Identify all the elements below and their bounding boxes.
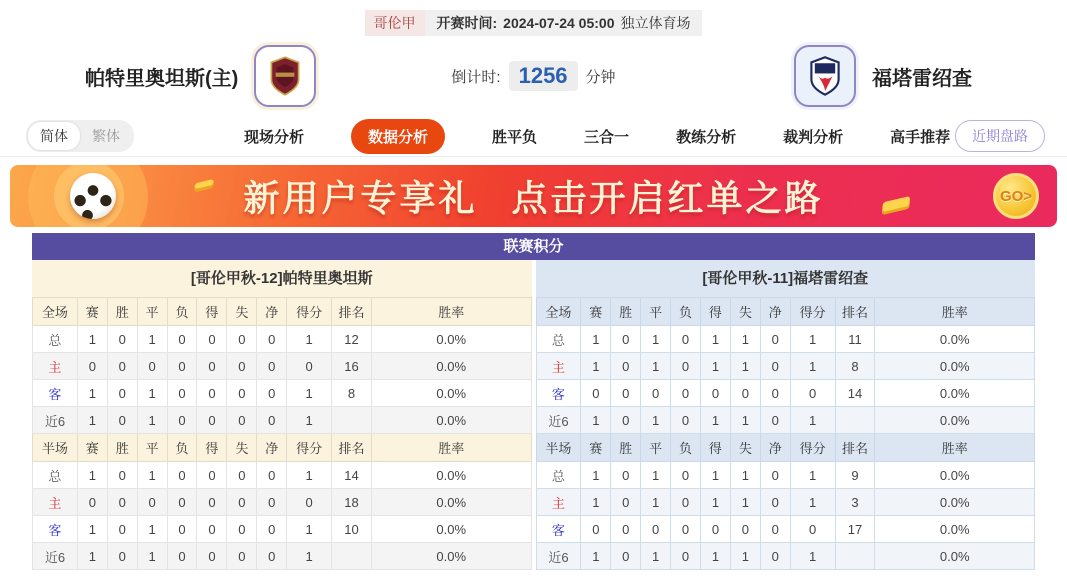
row-label: 客 xyxy=(536,380,581,407)
table-cell: 0 xyxy=(760,543,790,570)
table-cell: 0 xyxy=(107,462,137,489)
table-cell: 0 xyxy=(227,543,257,570)
countdown-unit: 分钟 xyxy=(585,68,616,86)
column-header: 胜率 xyxy=(875,434,1035,462)
table-cell: 0 xyxy=(197,353,227,380)
table-cell: 0 xyxy=(641,380,671,407)
table-cell: 0 xyxy=(611,462,641,489)
row-label: 总 xyxy=(536,326,581,353)
table-cell: 1 xyxy=(137,516,167,543)
table-cell: 0 xyxy=(197,407,227,434)
tab-三合一[interactable]: 三合一 xyxy=(584,128,630,146)
column-header: 胜率 xyxy=(371,434,531,462)
table-cell: 0 xyxy=(227,489,257,516)
table-cell: 0 xyxy=(760,407,790,434)
table-cell: 0 xyxy=(611,543,641,570)
kickoff-label: 开赛时间: xyxy=(436,15,498,31)
column-header: 得 xyxy=(197,434,227,462)
table-row xyxy=(33,516,532,543)
away-table-header: [哥伦甲秋-11]福塔雷绍查 xyxy=(536,260,1036,297)
table-cell: 0 xyxy=(167,543,197,570)
row-label: 客 xyxy=(33,380,78,407)
nav-bar xyxy=(0,116,1067,157)
table-row xyxy=(536,543,1035,570)
table-cell: 1 xyxy=(77,516,107,543)
row-label: 近6 xyxy=(33,407,78,434)
home-stats-table xyxy=(32,297,532,570)
table-cell: 1 xyxy=(581,353,611,380)
table-cell: 0 xyxy=(107,380,137,407)
row-label: 近6 xyxy=(536,543,581,570)
table-cell xyxy=(835,543,875,570)
column-header: 失 xyxy=(227,434,257,462)
countdown-label: 倒计时: xyxy=(451,68,501,86)
table-cell: 1 xyxy=(137,407,167,434)
table-cell: 0.0% xyxy=(371,489,531,516)
table-row xyxy=(536,353,1035,380)
table-cell: 0.0% xyxy=(371,380,531,407)
table-cell: 1 xyxy=(581,543,611,570)
column-header: 得 xyxy=(700,434,730,462)
table-row xyxy=(33,326,532,353)
table-cell: 1 xyxy=(790,326,835,353)
league-badge: 哥伦甲 xyxy=(365,10,425,36)
table-cell: 0 xyxy=(257,516,287,543)
table-cell: 1 xyxy=(77,380,107,407)
row-label: 主 xyxy=(536,353,581,380)
column-header: 负 xyxy=(167,434,197,462)
table-cell: 1 xyxy=(700,543,730,570)
table-cell: 1 xyxy=(730,462,760,489)
table-cell: 1 xyxy=(137,380,167,407)
table-cell: 1 xyxy=(730,543,760,570)
table-cell xyxy=(332,407,372,434)
table-cell xyxy=(835,407,875,434)
table-row xyxy=(33,407,532,434)
table-cell: 0 xyxy=(107,326,137,353)
table-cell: 10 xyxy=(332,516,372,543)
table-cell: 0.0% xyxy=(371,407,531,434)
row-label: 主 xyxy=(536,489,581,516)
table-cell: 1 xyxy=(287,326,332,353)
column-header: 平 xyxy=(641,434,671,462)
countdown xyxy=(451,61,615,91)
table-cell: 0 xyxy=(167,353,197,380)
table-cell: 16 xyxy=(332,353,372,380)
table-cell: 1 xyxy=(641,462,671,489)
table-cell: 0 xyxy=(167,462,197,489)
table-cell: 0 xyxy=(227,462,257,489)
row-label: 总 xyxy=(536,462,581,489)
column-header: 全场 xyxy=(33,298,78,326)
row-label: 主 xyxy=(33,353,78,380)
table-cell: 0.0% xyxy=(875,380,1035,407)
go-button[interactable]: GO> xyxy=(993,173,1039,219)
table-cell: 0 xyxy=(167,326,197,353)
table-cell: 0 xyxy=(287,489,332,516)
column-header: 净 xyxy=(257,434,287,462)
column-header: 排名 xyxy=(835,298,875,326)
table-cell: 0 xyxy=(700,380,730,407)
table-cell: 0 xyxy=(257,407,287,434)
table-cell: 0 xyxy=(581,380,611,407)
column-header: 胜率 xyxy=(371,298,531,326)
table-cell: 0 xyxy=(611,326,641,353)
table-row xyxy=(536,489,1035,516)
home-table-header: [哥伦甲秋-12]帕特里奥坦斯 xyxy=(32,260,532,297)
column-header: 全场 xyxy=(536,298,581,326)
table-cell: 14 xyxy=(835,380,875,407)
table-cell: 0 xyxy=(107,353,137,380)
table-cell: 1 xyxy=(790,353,835,380)
column-header: 排名 xyxy=(835,434,875,462)
away-team-logo xyxy=(794,45,856,107)
table-cell: 1 xyxy=(137,326,167,353)
column-header: 得分 xyxy=(790,434,835,462)
table-cell: 18 xyxy=(332,489,372,516)
table-cell: 0 xyxy=(287,353,332,380)
table-cell: 0.0% xyxy=(371,353,531,380)
table-cell: 0 xyxy=(227,380,257,407)
table-cell: 0 xyxy=(611,516,641,543)
table-cell: 0 xyxy=(227,516,257,543)
table-cell: 0 xyxy=(197,516,227,543)
table-cell: 0 xyxy=(671,380,701,407)
table-cell: 0 xyxy=(137,489,167,516)
table-cell: 1 xyxy=(641,326,671,353)
table-cell: 1 xyxy=(790,543,835,570)
table-cell: 0.0% xyxy=(875,489,1035,516)
table-cell: 0 xyxy=(581,516,611,543)
table-cell: 0 xyxy=(671,516,701,543)
table-cell: 1 xyxy=(287,462,332,489)
countdown-value: 1256 xyxy=(509,61,578,91)
table-row xyxy=(33,353,532,380)
column-header: 得 xyxy=(700,298,730,326)
table-row xyxy=(536,326,1035,353)
table-cell: 0 xyxy=(671,407,701,434)
table-cell: 0.0% xyxy=(371,462,531,489)
table-cell: 0 xyxy=(257,380,287,407)
table-cell: 0 xyxy=(107,543,137,570)
table-cell: 1 xyxy=(137,462,167,489)
table-cell: 1 xyxy=(641,407,671,434)
table-cell: 0 xyxy=(107,489,137,516)
table-cell: 0.0% xyxy=(875,543,1035,570)
column-header: 胜率 xyxy=(875,298,1035,326)
table-cell: 0 xyxy=(257,543,287,570)
table-cell: 0 xyxy=(760,516,790,543)
table-cell: 1 xyxy=(641,543,671,570)
table-cell: 0 xyxy=(77,353,107,380)
table-cell: 1 xyxy=(581,462,611,489)
tab-现场分析[interactable]: 现场分析 xyxy=(244,128,305,146)
table-row xyxy=(33,489,532,516)
row-label: 总 xyxy=(33,326,78,353)
table-cell: 0 xyxy=(671,462,701,489)
table-cell: 0 xyxy=(760,326,790,353)
table-cell: 14 xyxy=(332,462,372,489)
table-cell: 1 xyxy=(730,407,760,434)
tab-教练分析[interactable]: 教练分析 xyxy=(676,128,737,146)
table-cell: 0 xyxy=(167,407,197,434)
table-cell: 1 xyxy=(641,489,671,516)
column-header: 半场 xyxy=(536,434,581,462)
column-header: 失 xyxy=(227,298,257,326)
column-header: 得 xyxy=(197,298,227,326)
table-cell: 0 xyxy=(760,353,790,380)
column-header: 胜 xyxy=(107,434,137,462)
column-header: 失 xyxy=(730,434,760,462)
table-cell: 0 xyxy=(257,489,287,516)
table-cell: 1 xyxy=(700,353,730,380)
table-cell: 0 xyxy=(227,407,257,434)
table-cell: 1 xyxy=(581,326,611,353)
table-cell: 1 xyxy=(700,489,730,516)
table-cell: 0 xyxy=(671,326,701,353)
table-cell: 11 xyxy=(835,326,875,353)
column-header: 平 xyxy=(137,298,167,326)
table-cell: 1 xyxy=(790,489,835,516)
table-cell: 8 xyxy=(835,353,875,380)
table-cell: 0.0% xyxy=(371,543,531,570)
table-cell: 0 xyxy=(730,380,760,407)
recent-trend-button[interactable]: 近期盘路 xyxy=(955,120,1045,152)
table-cell: 3 xyxy=(835,489,875,516)
table-cell: 0 xyxy=(197,462,227,489)
table-cell: 0 xyxy=(197,380,227,407)
row-label: 总 xyxy=(33,462,78,489)
table-cell: 0 xyxy=(760,462,790,489)
table-cell: 0 xyxy=(671,353,701,380)
table-cell: 1 xyxy=(700,407,730,434)
column-header: 赛 xyxy=(77,434,107,462)
table-cell: 0 xyxy=(107,516,137,543)
away-stats-table xyxy=(536,297,1036,570)
away-team xyxy=(794,45,972,107)
table-cell: 0.0% xyxy=(875,326,1035,353)
table-cell: 0 xyxy=(671,543,701,570)
table-cell: 1 xyxy=(700,462,730,489)
row-label: 近6 xyxy=(33,543,78,570)
table-cell: 1 xyxy=(581,407,611,434)
table-cell: 0.0% xyxy=(875,353,1035,380)
table-cell: 0 xyxy=(671,489,701,516)
table-cell: 1 xyxy=(641,353,671,380)
away-shield-icon xyxy=(808,55,842,97)
table-cell: 0 xyxy=(700,516,730,543)
banner-text-main: 新用户专享礼 xyxy=(243,177,478,219)
table-cell: 0 xyxy=(611,489,641,516)
nav-tabs xyxy=(244,119,950,154)
column-header: 胜 xyxy=(107,298,137,326)
table-cell: 1 xyxy=(287,407,332,434)
table-row xyxy=(33,380,532,407)
tab-胜平负[interactable]: 胜平负 xyxy=(492,128,538,146)
column-header: 平 xyxy=(641,298,671,326)
column-header: 负 xyxy=(671,434,701,462)
lang-simplified-button[interactable]: 简体 xyxy=(28,122,80,150)
table-cell: 0 xyxy=(641,516,671,543)
table-cell: 1 xyxy=(700,326,730,353)
table-cell: 1 xyxy=(790,407,835,434)
league-table-section xyxy=(32,233,1035,570)
column-header: 得分 xyxy=(790,298,835,326)
table-cell: 1 xyxy=(730,326,760,353)
column-header: 失 xyxy=(730,298,760,326)
table-cell: 0 xyxy=(197,489,227,516)
home-team-name: 帕特里奥坦斯(主) xyxy=(85,67,239,90)
table-row xyxy=(536,516,1035,543)
column-header: 半场 xyxy=(33,434,78,462)
table-cell: 0.0% xyxy=(875,407,1035,434)
table-cell: 0 xyxy=(611,353,641,380)
match-info xyxy=(425,10,703,36)
table-row xyxy=(33,543,532,570)
lang-traditional-button[interactable]: 繁体 xyxy=(92,128,120,144)
tab-数据分析[interactable]: 数据分析 xyxy=(351,119,445,154)
table-cell: 1 xyxy=(790,462,835,489)
table-cell: 0 xyxy=(167,489,197,516)
table-cell: 1 xyxy=(77,462,107,489)
table-cell: 17 xyxy=(835,516,875,543)
table-cell: 0 xyxy=(77,489,107,516)
table-cell: 0 xyxy=(730,516,760,543)
away-team-name: 福塔雷绍查 xyxy=(872,67,972,90)
table-cell: 12 xyxy=(332,326,372,353)
venue: 独立体育场 xyxy=(620,15,691,31)
table-cell xyxy=(332,543,372,570)
banner-text-sub: 点击开启红单之路 xyxy=(511,177,824,219)
column-header: 胜 xyxy=(611,298,641,326)
table-cell: 0.0% xyxy=(371,326,531,353)
column-header: 净 xyxy=(760,434,790,462)
column-header: 净 xyxy=(760,298,790,326)
language-toggle xyxy=(26,120,134,152)
column-header: 净 xyxy=(257,298,287,326)
table-cell: 0 xyxy=(107,407,137,434)
table-cell: 1 xyxy=(287,516,332,543)
table-row xyxy=(33,462,532,489)
table-cell: 0 xyxy=(257,326,287,353)
table-row xyxy=(536,407,1035,434)
row-label: 客 xyxy=(536,516,581,543)
table-cell: 0 xyxy=(611,407,641,434)
column-header: 负 xyxy=(167,298,197,326)
column-header: 得分 xyxy=(287,434,332,462)
table-cell: 0.0% xyxy=(371,516,531,543)
table-row xyxy=(536,380,1035,407)
table-cell: 9 xyxy=(835,462,875,489)
column-header: 负 xyxy=(671,298,701,326)
column-header: 赛 xyxy=(581,434,611,462)
column-header: 胜 xyxy=(611,434,641,462)
table-cell: 0 xyxy=(790,380,835,407)
table-cell: 0 xyxy=(227,353,257,380)
league-table-title: 联赛积分 xyxy=(32,233,1035,260)
row-label: 主 xyxy=(33,489,78,516)
table-cell: 0 xyxy=(760,380,790,407)
table-cell: 1 xyxy=(77,543,107,570)
home-team-logo xyxy=(254,45,316,107)
table-cell: 0 xyxy=(167,516,197,543)
table-cell: 0 xyxy=(167,380,197,407)
table-cell: 8 xyxy=(332,380,372,407)
promo-banner[interactable] xyxy=(10,165,1057,227)
row-label: 客 xyxy=(33,516,78,543)
table-cell: 0 xyxy=(790,516,835,543)
match-header xyxy=(0,36,1067,116)
table-row xyxy=(536,462,1035,489)
table-cell: 0 xyxy=(257,462,287,489)
table-cell: 0 xyxy=(760,489,790,516)
column-header: 赛 xyxy=(77,298,107,326)
table-cell: 1 xyxy=(137,543,167,570)
table-cell: 1 xyxy=(77,407,107,434)
table-cell: 0 xyxy=(197,326,227,353)
column-header: 排名 xyxy=(332,298,372,326)
table-cell: 0 xyxy=(611,380,641,407)
table-cell: 1 xyxy=(77,326,107,353)
kickoff-time: 2024-07-24 05:00 xyxy=(503,15,615,31)
table-cell: 0.0% xyxy=(875,462,1035,489)
table-cell: 1 xyxy=(287,380,332,407)
column-header: 得分 xyxy=(287,298,332,326)
column-header: 平 xyxy=(137,434,167,462)
table-cell: 1 xyxy=(287,543,332,570)
table-cell: 1 xyxy=(581,489,611,516)
table-cell: 0 xyxy=(257,353,287,380)
match-info-bar xyxy=(0,10,1067,36)
table-cell: 1 xyxy=(730,353,760,380)
away-team-stats-table xyxy=(536,260,1036,570)
tab-裁判分析[interactable]: 裁判分析 xyxy=(783,128,844,146)
table-cell: 1 xyxy=(730,489,760,516)
table-cell: 0 xyxy=(197,543,227,570)
home-team-stats-table xyxy=(32,260,532,570)
tab-高手推荐[interactable]: 高手推荐 xyxy=(890,128,951,146)
row-label: 近6 xyxy=(536,407,581,434)
home-team xyxy=(85,45,316,107)
home-shield-icon xyxy=(268,55,302,97)
table-cell: 0 xyxy=(137,353,167,380)
banner-text xyxy=(10,171,1057,222)
column-header: 排名 xyxy=(332,434,372,462)
table-cell: 0 xyxy=(227,326,257,353)
table-cell: 0.0% xyxy=(875,516,1035,543)
column-header: 赛 xyxy=(581,298,611,326)
